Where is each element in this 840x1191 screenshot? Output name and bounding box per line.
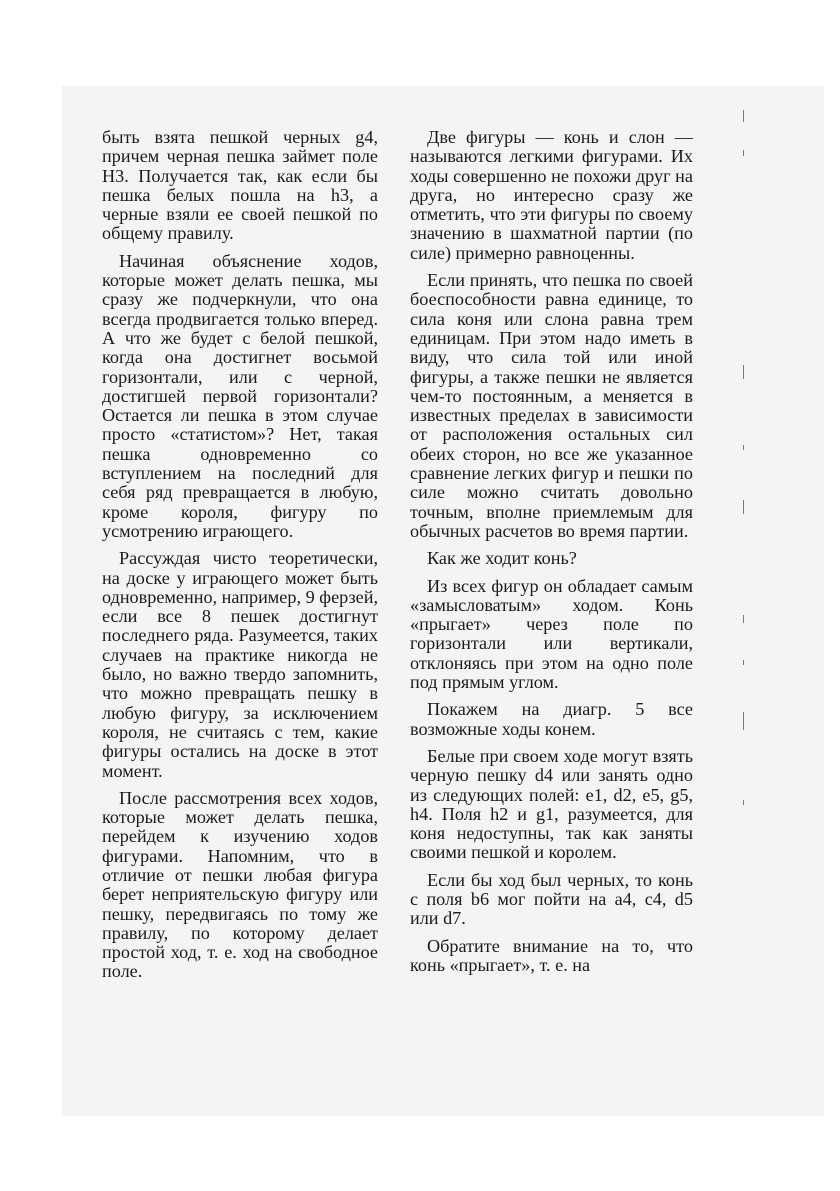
paragraph: Рассуждая чисто теоретически, на доске у играющего может быть одновременно, например, 9 ферзей, если все 8 пешек достигнут последнего ряда. Разумеется, таких случаев на практике никогда не было, но важно твердо запомнить, что можно превращать пешку в любую фигуру, за исключением короля, не считаясь с тем, какие фигуры остались на доске в этот момент. [102, 548, 378, 781]
paragraph: быть взята пешкой черных g4, причем черная пешка займет поле Н3. Получается так, как если бы пешка белых пошла на h3, а черные взяли ее своей пешкой по общему правилу. [102, 127, 378, 244]
paragraph: Белые при своем ходе могут взять черную пешку d4 или занять одно из следующих полей: e1, d2, e5, g5, h4. Поля h2 и g1, разумеется, для коня недоступны, так как заняты своими пешкой и королем. [410, 745, 693, 863]
text-column-right [410, 128, 693, 983]
scan-mark [743, 445, 744, 450]
text-column-left [102, 128, 378, 990]
scan-mark [743, 712, 744, 730]
paragraph: После рассмотрения всех ходов, которые может делать пешка, перейдем к изучению ходов фигурами. Напомним, что в отличие от пешки любая фигура берет неприятельскую фигуру или пешку, передвигаясь по тому же правилу, по которому делает простой ход, т. е. ход на свободное поле. [102, 787, 378, 982]
paragraph: Покажем на диагр. 5 все возможные ходы конем. [410, 699, 693, 739]
scan-mark [743, 110, 744, 122]
scan-mark [743, 150, 744, 156]
scan-mark [743, 800, 744, 805]
scan-margin-marks [738, 100, 752, 1000]
paragraph: Две фигуры — конь и слон — называются легкими фигурами. Их ходы совершенно не похожи друг на друга, но интересно сразу же отметить, что эти фигуры по своему значению в шахматной партии (по силе) примерно равноценны. [410, 127, 693, 263]
paragraph: Из всех фигур он обладает самым «замысловатым» ходом. Конь «прыгает» через поле по горизонтали или вертикали, отклоняясь при этом на одно поле под прямым углом. [410, 575, 693, 693]
scan-mark [743, 500, 744, 514]
paragraph: Как же ходит конь? [427, 548, 577, 569]
paragraph: Начиная объяснение ходов, которые может делать пешка, мы сразу же подчеркнули, что она всегда продвигается только вперед. А что же будет с белой пешкой, когда она достигнет восьмой горизонтали, или с черной, достигшей первой горизонтали? Остается ли пешка в этом случае просто «статистом»? Нет, такая пешка одновременно со вступлением на последний для себя ряд превращается в любую, кроме короля, фигуру по усмотрению играющего. [102, 250, 378, 541]
paragraph: Если принять, что пешка по своей боеспособности равна единице, то сила коня или слона равна трем единицам. При этом надо иметь в виду, что сила той или иной фигуры, а также пешки не является чем-то постоянным, а меняется в известных пределах в зависимости от расположения остальных сил обеих сторон, но все же указанное сравнение легких фигур и пешки по силе можно считать довольно точным, вполне приемлемым для обычных расчетов во время партии. [410, 270, 693, 541]
scan-mark [743, 365, 744, 379]
scan-mark [743, 615, 744, 623]
paragraph: Обратите внимание на то, что конь «прыгает», т. е. на [410, 935, 693, 975]
paragraph: Если бы ход был черных, то конь с поля b6 мог пойти на а4, с4, d5 или d7. [410, 869, 693, 929]
scan-mark [743, 660, 744, 665]
